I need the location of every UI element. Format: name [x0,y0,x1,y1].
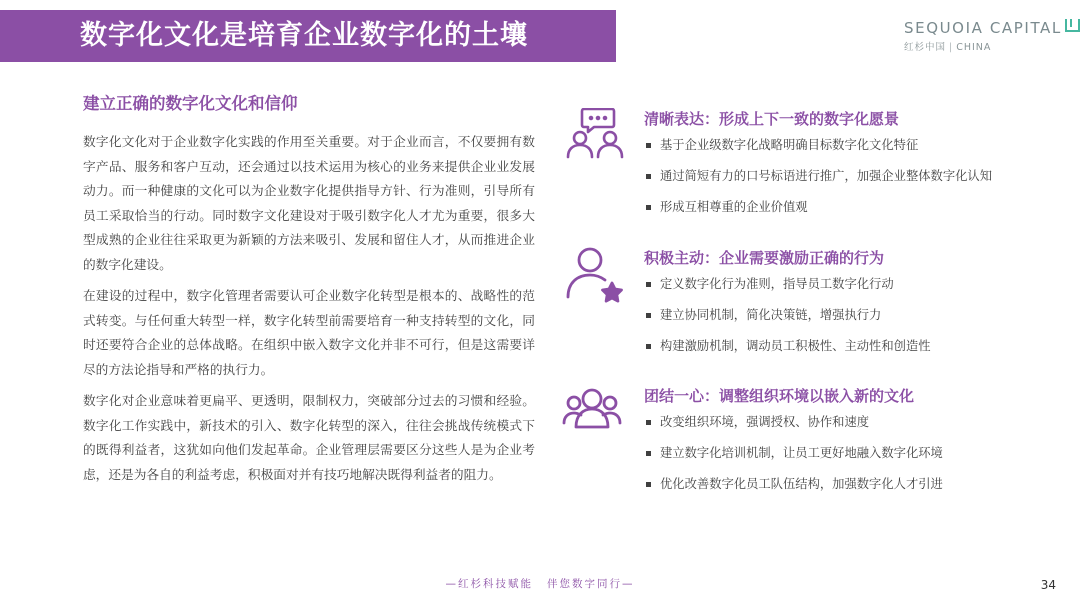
group-icon [560,385,634,459]
brand-sub: 红杉中国 | CHINA [904,42,992,53]
brand-name: SEQUOIA CAPITAL [904,19,1054,37]
person-star-icon [560,247,634,321]
list-item: 通过简短有力的口号标语进行推广，加强企业整体数字化认知 [644,166,1054,197]
page-title: 数字化文化是培育企业数字化的土壤 [80,20,528,51]
list-item: 优化改善数字化员工队伍结构，加强数字化人才引进 [644,474,1054,505]
list-item: 改变组织环境，强调授权、协作和速度 [644,412,1054,443]
section-title: 清晰表达：形成上下一致的数字化愿景 [644,110,900,128]
paragraph: 数字化文化对于企业数字化实践的作用至关重要。对于企业而言，不仅要拥有数字产品、服务和客户互动，还会通过以技术运用为核心的业务来提供企业业发展动力。而一种健康的文化可以为企业数字化提供指导方针、行为准则，引导所有员工采取恰当的行动。同时数字文化建设对于吸引数字化人才尤为重要，很多大型成熟的企业往往采取更为新颖的方法来吸引、发展和留住人才，从而推进企业的数字化建设。 [83,134,535,272]
page-number: 34 [1040,578,1056,592]
chat-people-icon [560,108,634,182]
left-heading: 建立正确的数字化文化和信仰 [83,94,298,113]
list-item: 基于企业级数字化战略明确目标数字化文化特征 [644,135,1054,166]
section-title: 积极主动：企业需要激励正确的行为 [644,249,885,267]
list-item: 建立协同机制，简化决策链，增强执行力 [644,305,1054,336]
footer-slogan: —红杉科技赋能 伴您数字同行— [445,578,635,590]
brand-logo [904,19,1062,53]
left-body [83,130,535,494]
list-item: 定义数字化行为准则，指导员工数字化行动 [644,274,1054,305]
bullet-list [644,274,1054,367]
paragraph: 在建设的过程中，数字化管理者需要认可企业数字化转型是根本的、战略性的范式转变。与任何重大转型一样，数字化转型前需要培育一种支持转型的文化，同时还要符合企业的总体战略。在组织中嵌入数字文化并非不可行，但是这需要详尽的方法论指导和严格的执行力。 [83,288,535,377]
list-item: 形成互相尊重的企业价值观 [644,197,1054,228]
bullet-list [644,135,1054,228]
bullet-list [644,412,1054,505]
list-item: 建立数字化培训机制，让员工更好地融入数字化环境 [644,443,1054,474]
sequoia-mark-icon [1065,19,1080,32]
section-title: 团结一心：调整组织环境以嵌入新的文化 [644,387,915,405]
paragraph: 数字化对企业意味着更扁平、更透明，限制权力，突破部分过去的习惯和经验。数字化工作实践中，新技术的引入、数字化转型的深入，往往会挑战传统模式下的既得利益者，这犹如向他们发起革命。企业管理层需要区分这些人是为企业考虑，还是为各自的利益考虑，积极面对并有技巧地解决既得利益者的阻力。 [83,393,535,482]
list-item: 构建激励机制，调动员工积极性、主动性和创造性 [644,336,1054,367]
